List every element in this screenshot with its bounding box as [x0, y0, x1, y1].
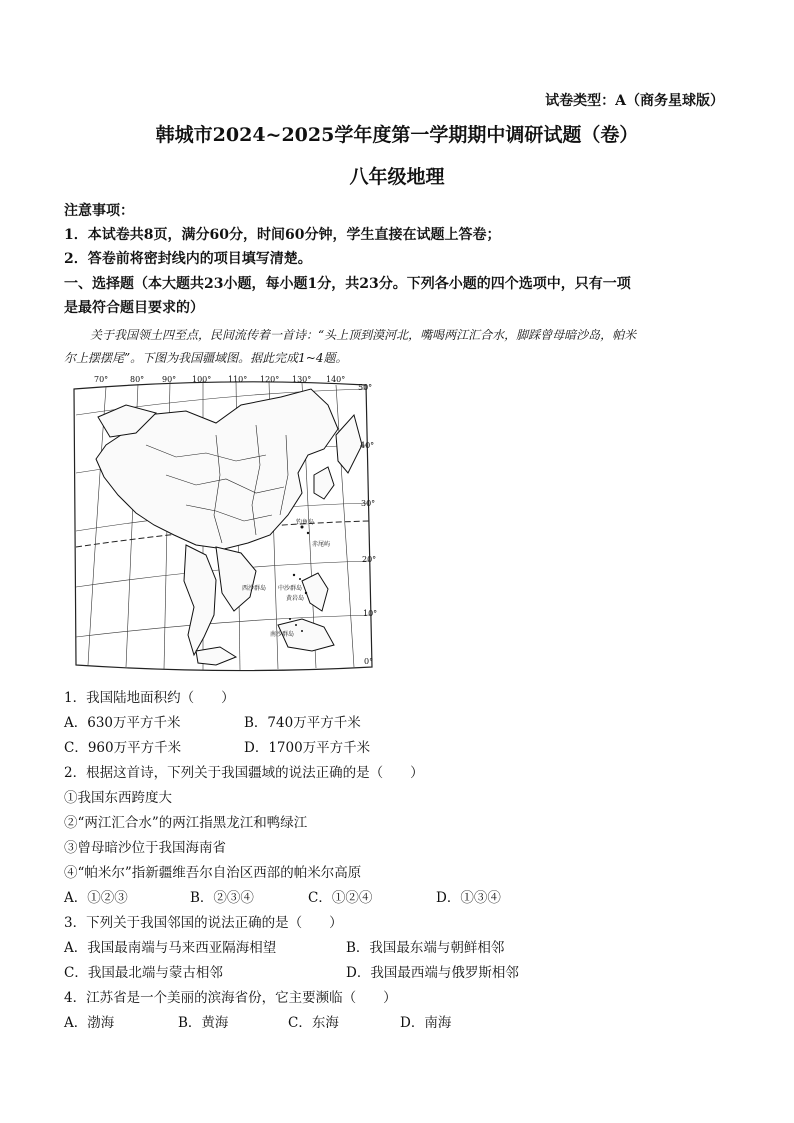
- question-4-option-d[interactable]: D．南海: [400, 1015, 452, 1031]
- lat-label-30: 30°: [361, 499, 376, 508]
- map-svg: [66, 375, 384, 675]
- question-4-stem: 4．江苏省是一个美丽的滨海省份，它主要濒临（ ）: [64, 990, 397, 1006]
- question-4-option-c[interactable]: C．东海: [288, 1015, 339, 1031]
- question-1-option-b[interactable]: B．740万平方千米: [244, 715, 361, 731]
- lon-label-140: 140°: [326, 375, 346, 384]
- place-label-huangyan: 黄岩岛: [286, 595, 305, 602]
- question-2-statement-1: ①我国东西跨度大: [64, 790, 172, 806]
- question-1-stem: 1．我国陆地面积约（ ）: [64, 690, 235, 706]
- lat-label-20: 20°: [362, 555, 377, 564]
- lon-label-90: 90°: [162, 375, 177, 384]
- question-2-statement-3: ③曾母暗沙位于我国海南省: [64, 840, 226, 856]
- question-3-option-c[interactable]: C．我国最北端与蒙古相邻: [64, 965, 223, 981]
- note-item-2: 2．答卷前将密封线内的项目填写清楚。: [64, 251, 312, 267]
- lon-label-80: 80°: [130, 375, 145, 384]
- lat-label-10: 10°: [363, 609, 378, 618]
- question-2-option-c[interactable]: C．①②④: [308, 890, 373, 906]
- question-4-option-a[interactable]: A．渤海: [64, 1015, 115, 1031]
- question-2-statement-2: ②“两江汇合水”的两江指黑龙江和鸭绿江: [64, 815, 308, 831]
- lon-label-110: 110°: [228, 375, 248, 384]
- question-3-stem: 3．下列关于我国邻国的说法正确的是（ ）: [64, 915, 343, 931]
- question-4-option-b[interactable]: B．黄海: [178, 1015, 229, 1031]
- paper-type: 试卷类型：A（商务星球版）: [545, 93, 724, 109]
- place-label-diaoyu: 钓鱼岛: [296, 519, 315, 526]
- question-1-option-c[interactable]: C．960万平方千米: [64, 740, 182, 756]
- question-2-option-d[interactable]: D．①③④: [436, 890, 501, 906]
- note-item-1: 1．本试卷共8页，满分60分，时间60分钟，学生直接在试题上答卷；: [64, 227, 501, 243]
- question-3-option-b[interactable]: B．我国最东端与朝鲜相邻: [346, 940, 505, 956]
- place-label-xisha: 西沙群岛: [242, 585, 267, 592]
- question-3-option-a[interactable]: A．我国最南端与马来西亚隔海相望: [64, 940, 277, 956]
- lat-label-40: 40°: [360, 441, 375, 450]
- intro-line1: 关于我国领土四至点，民间流传着一首诗：“头上顶到漠河北，嘴喝两江汇合水，脚踩曾母暗沙岛，帕米: [90, 328, 637, 342]
- question-1-option-d[interactable]: D．1700万平方千米: [244, 740, 371, 756]
- question-2-option-b[interactable]: B．②③④: [190, 890, 254, 906]
- section-heading-line2: 是最符合题目要求的）: [64, 300, 204, 316]
- lat-label-0: 0°: [364, 657, 374, 666]
- question-2-stem: 2．根据这首诗，下列关于我国疆域的说法正确的是（ ）: [64, 765, 424, 781]
- exam-title: 韩城市2024~2025学年度第一学期期中调研试题（卷）: [155, 124, 639, 146]
- section-heading-line1: 一、选择题（本大题共23小题，每小题1分，共23分。下列各小题的四个选项中，只有一项: [64, 276, 631, 292]
- question-1-option-a[interactable]: A．630万平方千米: [64, 715, 181, 731]
- intro-line2: 尔上摆摆尾”。下图为我国疆域图。据此完成1~4题。: [64, 351, 348, 365]
- place-label-zhongsha: 中沙群岛: [278, 585, 303, 592]
- exam-subtitle: 八年级地理: [349, 166, 445, 188]
- question-2-option-a[interactable]: A．①②③: [64, 890, 128, 906]
- lon-label-70: 70°: [94, 375, 109, 384]
- place-label-chiwei: 赤尾屿: [312, 541, 331, 548]
- lon-label-130: 130°: [292, 375, 312, 384]
- lat-label-50: 50°: [358, 383, 373, 392]
- lon-label-100: 100°: [192, 375, 212, 384]
- place-label-nansha: 南沙群岛: [270, 631, 295, 638]
- lon-label-120: 120°: [260, 375, 280, 384]
- question-3-option-d[interactable]: D．我国最西端与俄罗斯相邻: [346, 965, 519, 981]
- china-territory-map: [66, 375, 384, 675]
- notes-heading: 注意事项：: [64, 203, 134, 219]
- question-2-statement-4: ④“帕米尔”指新疆维吾尔自治区西部的帕米尔高原: [64, 865, 362, 881]
